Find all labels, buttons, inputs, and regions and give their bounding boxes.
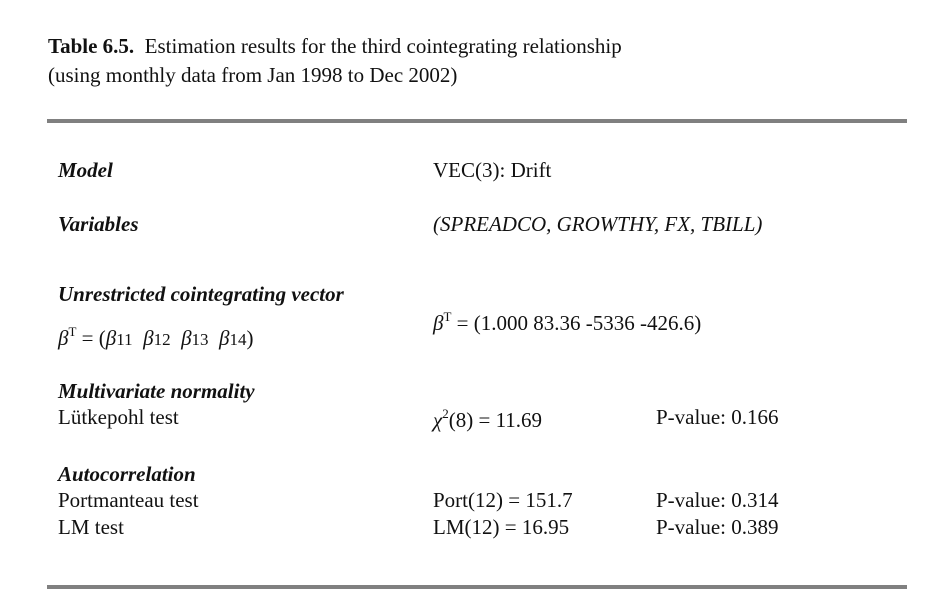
table-number: Table 6.5. (48, 34, 135, 58)
eq-open: = ( (76, 326, 106, 350)
beta-11-symbol: β (105, 326, 117, 350)
lutkepohl-test-name: Lütkepohl test (58, 405, 179, 429)
table-subtitle: (using monthly data from Jan 1998 to Dec 2002) (48, 63, 458, 87)
portmanteau-pvalue: P-value: 0.314 (656, 488, 779, 512)
variables-value: (SPREADCO, GROWTHY, FX, TBILL) (433, 212, 763, 236)
chi-symbol: χ (433, 408, 443, 432)
portmanteau-test-name: Portmanteau test (58, 488, 199, 512)
autocorrelation-label: Autocorrelation (58, 462, 196, 486)
beta-13-index: 13 (191, 330, 209, 349)
lm-pvalue: P-value: 0.389 (656, 515, 779, 539)
model-value: VEC(3): Drift (433, 158, 552, 182)
caption-line-1 (48, 32, 622, 61)
table-caption (48, 32, 622, 90)
model-label: Model (58, 158, 113, 182)
variables-label: Variables (58, 212, 139, 236)
top-rule (47, 119, 907, 123)
bottom-rule (47, 585, 907, 589)
cointegrating-label: Unrestricted cointegrating vector (58, 282, 344, 306)
eq-close: ) (246, 326, 254, 350)
normality-label: Multivariate normality (58, 379, 255, 403)
chi-power: 2 (442, 406, 449, 421)
chi-square-statistic (433, 408, 542, 432)
beta-14-index: 14 (229, 330, 247, 349)
beta-13-symbol: β (181, 326, 192, 350)
chi-value: (8) = 11.69 (448, 408, 543, 432)
table-title: Estimation results for the third cointegrating relationship (144, 34, 622, 58)
beta-definition (58, 326, 254, 350)
lm-test-name: LM test (58, 515, 124, 539)
beta-symbol: β (58, 326, 69, 350)
beta-estimate (433, 311, 701, 335)
normality-pvalue: P-value: 0.166 (656, 405, 779, 429)
beta-11-index: 11 (116, 330, 133, 349)
beta-12-index: 12 (153, 330, 171, 349)
beta-14-symbol: β (219, 326, 230, 350)
beta-estimate-transpose: T (443, 309, 452, 324)
beta-estimate-symbol: β (433, 311, 444, 335)
beta-12-symbol: β (143, 326, 154, 350)
portmanteau-statistic: Port(12) = 151.7 (433, 488, 573, 512)
lm-statistic: LM(12) = 16.95 (433, 515, 570, 539)
beta-estimate-values: = (1.000 83.36 -5336 -426.6) (451, 311, 702, 335)
transpose-mark: T (68, 324, 77, 339)
